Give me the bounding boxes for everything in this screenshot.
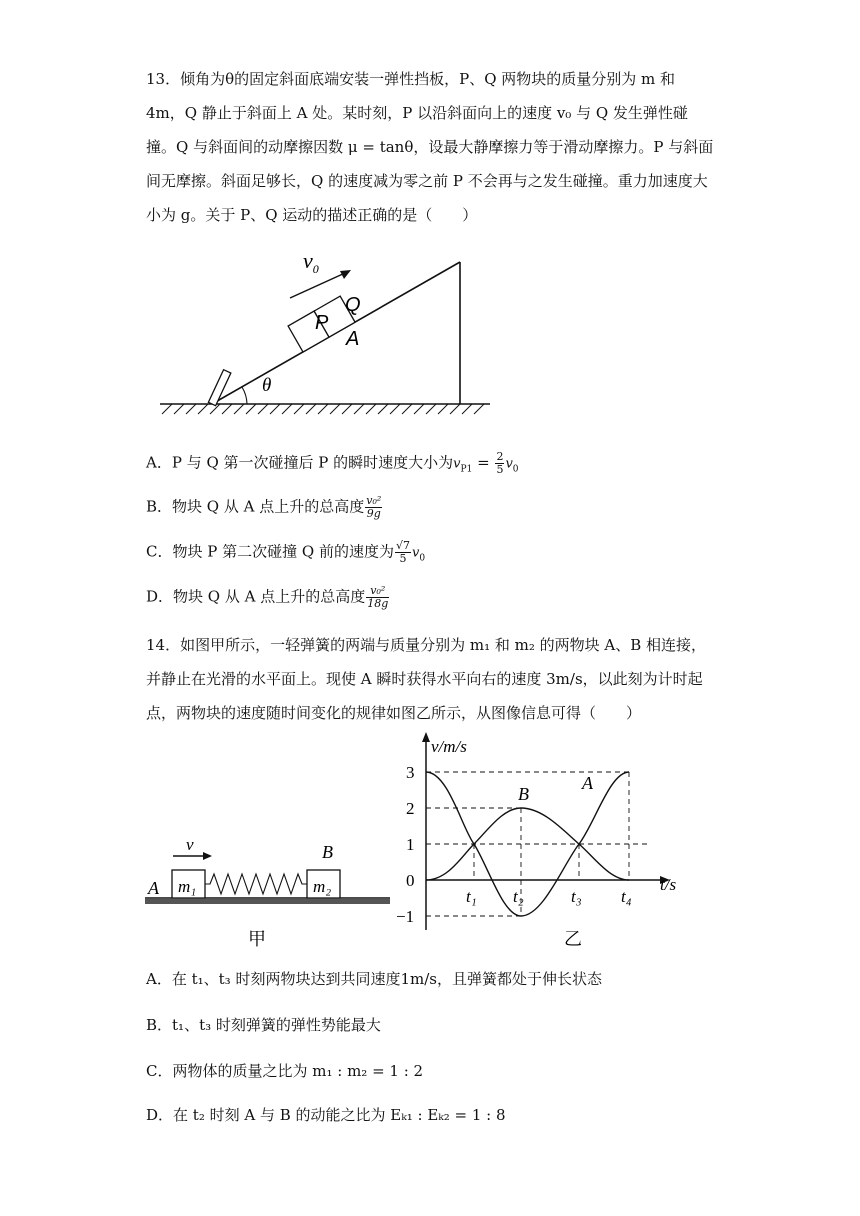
q14-number: 14． (146, 636, 181, 654)
y-tick: 0 (406, 871, 415, 890)
m1-label: m₁ (178, 877, 197, 896)
ground-hatch (162, 404, 484, 414)
q13-figure (150, 240, 500, 420)
q14-option-d[interactable]: D．在 t₂ 时刻 A 与 B 的动能之比为 Eₖ₁ : Eₖ₂ = 1 : 8 (146, 1106, 506, 1124)
y-tick: 1 (406, 835, 415, 854)
caption-jia: 甲 (248, 929, 266, 949)
m2-label: m₂ (313, 877, 332, 896)
q13-option-d[interactable]: D．物块 Q 从 A 点上升的总高度 $\frac{\text{v₀²}}{18g}$ (146, 584, 389, 610)
spring (205, 874, 307, 894)
x-tick: t₁ (466, 887, 477, 906)
a-point-label: A (346, 328, 360, 350)
x-tick: t₄ (621, 887, 632, 906)
x-tick: t₂ (513, 887, 524, 906)
fraction: $\frac{\text{v₀²}}{9g}$ (366, 494, 382, 520)
q14-figure-jia (140, 830, 395, 960)
y-tick: −1 (396, 907, 415, 926)
velocity-arrow (290, 273, 345, 298)
q14-stem-block (146, 628, 716, 730)
p-label: P (315, 312, 329, 334)
a-block-label: A (148, 878, 159, 898)
fraction: $\frac{\text{v₀²}}{18g}$ (367, 584, 389, 610)
y-axis-arrow (422, 732, 430, 742)
fraction: $\frac{√7}{5}$ (395, 539, 410, 565)
y-tick: 3 (406, 763, 415, 782)
b-block-label: B (322, 842, 333, 862)
v-label: v (186, 835, 194, 854)
q14-option-a[interactable]: A．在 t₁、t₃ 时刻两物块达到共同速度1m/s，且弹簧都处于伸长状态 (146, 970, 602, 988)
q14-stem: 如图甲所示，一轻弹簧的两端与质量分别为 m₁ 和 m₂ 的两物块 A、B 相连接，并静止在光滑的水平面上。现使 A 瞬时获得水平向右的速度 3m/s，以此刻为计时起点，两物块的速度随时间变化的规律如图乙所示，从图像信息可得（ ） (146, 636, 707, 722)
x-tick: t₃ (571, 887, 582, 906)
caption-yi: 乙 (564, 929, 582, 949)
q13-option-a[interactable]: A．P 与 Q 第一次碰撞后 P 的瞬时速度大小为$v_{P1}$ = $\frac{2}{5}$ $v_0$ (146, 450, 519, 476)
q13-option-c[interactable]: C．物块 P 第二次碰撞 Q 前的速度为 $\frac{√7}{5}$ $v_0$ (146, 539, 426, 565)
curve-a-label: A (582, 773, 593, 793)
q14-figure-yi (368, 730, 688, 960)
x-axis-label: t/s (660, 875, 677, 894)
y-axis-label: v/m/s (431, 737, 467, 756)
floor-hatch (145, 899, 390, 904)
dashed-guides (426, 772, 648, 916)
q13-stem: 倾角为θ的固定斜面底端安装一弹性挡板，P、Q 两物块的质量分别为 m 和 4m，Q 静止于斜面上 A 处。某时刻，P 以沿斜面向上的速度 v₀ 与 Q 发生弹性碰撞。Q 与斜面间的动摩擦因数 μ = tanθ，设最大静摩擦力等于滑动摩擦力。P 与斜面间无摩擦。斜面足够长，Q 的速度减为零之前 P 不会再与之发生碰撞。重力加速度大小为 g。关于 P、Q 运动的描述正确的是（ ） (146, 70, 714, 224)
q13-option-b[interactable]: B．物块 Q 从 A 点上升的总高度 $\frac{\text{v₀²}}{9g}$ (146, 494, 382, 520)
q14-option-c[interactable]: C．两物体的质量之比为 m₁ : m₂ = 1 : 2 (146, 1062, 424, 1080)
fraction: $\frac{2}{5}$ (496, 450, 504, 476)
angle-arc (242, 387, 247, 404)
q13-number: 13． (146, 70, 181, 88)
q13-stem-block (146, 62, 716, 232)
v0-label: $v_0$ (303, 248, 319, 276)
velocity-arrowhead (203, 852, 212, 860)
q-label: Q (345, 294, 361, 316)
y-tick: 2 (406, 799, 415, 818)
angle-label: θ (262, 375, 272, 396)
q14-option-b[interactable]: B．t₁、t₃ 时刻弹簧的弹性势能最大 (146, 1016, 381, 1034)
curve-b-label: B (518, 784, 529, 804)
